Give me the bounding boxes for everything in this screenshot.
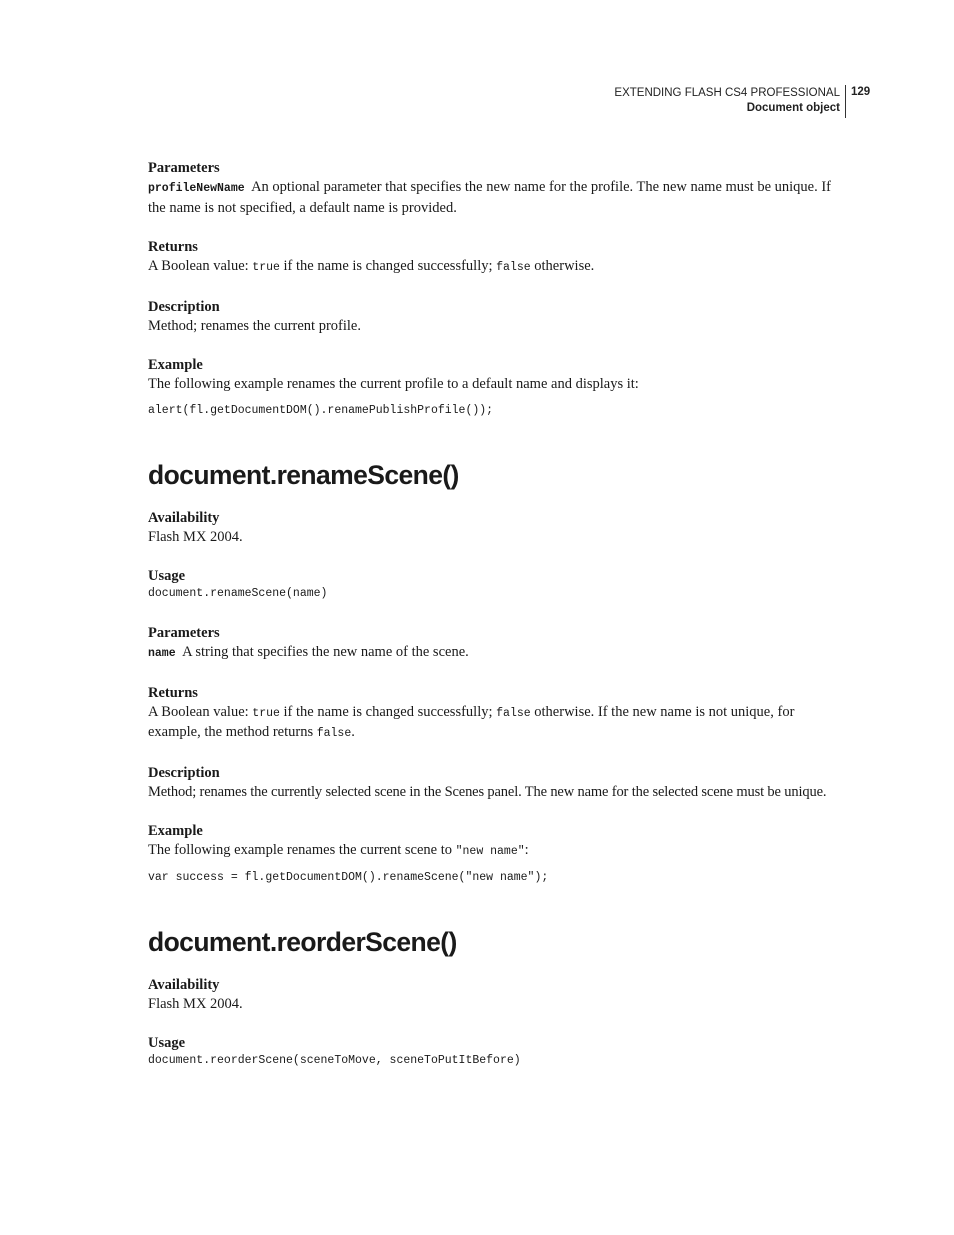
rename-availability	[148, 508, 848, 548]
code-true: true	[252, 706, 280, 720]
intro-description	[148, 297, 848, 337]
returns-text-c: otherwise.	[530, 258, 595, 274]
example-text-end: :	[524, 842, 529, 858]
returns-text-a: A Boolean value:	[148, 258, 253, 274]
parameters-heading: Parameters	[148, 160, 220, 176]
example-code: alert(fl.getDocumentDOM().renamePublishProfile());	[148, 403, 494, 417]
section-title-rename-scene: document.renameScene()	[148, 459, 459, 490]
availability-heading: Availability	[148, 509, 220, 526]
rename-description	[148, 763, 848, 803]
availability-text: Flash MX 2004.	[148, 528, 243, 545]
intro-parameters	[148, 158, 848, 218]
returns-text	[148, 257, 848, 278]
usage-code: document.reorderScene(sceneToMove, sceneToPutItBefore)	[148, 1054, 521, 1067]
rename-parameters	[148, 623, 848, 664]
returns-text-d: .	[351, 724, 355, 740]
reorder-usage	[148, 1033, 848, 1069]
description-heading: Description	[148, 764, 220, 781]
example-text: The following example renames the current profile to a default name and displays it:	[148, 376, 639, 392]
returns-text-b: if the name is changed successfully;	[279, 703, 497, 720]
page-number: 129	[851, 86, 871, 98]
returns-text-b: if the name is changed successfully;	[279, 258, 497, 274]
reorder-availability	[148, 975, 848, 1015]
example-heading: Example	[148, 357, 203, 373]
parameter-description: An optional parameter that specifies the new name for the profile. The new name must be unique. If the name is not specified, a default name is provided.	[148, 179, 832, 216]
code-false: false	[496, 706, 531, 720]
returns-text	[148, 703, 848, 744]
example-text-a: The following example renames the current scene to	[148, 842, 456, 858]
running-header	[560, 86, 840, 116]
parameter-description: A string that specifies the new name of the scene.	[182, 644, 469, 660]
parameter-name: profileNewName	[148, 182, 245, 195]
header-section: Document object	[746, 102, 840, 114]
section-title-reorder-scene: document.reorderScene()	[148, 926, 457, 957]
description-text: Method; renames the currently selected scene in the Scenes panel. The new name for the selected scene must be unique.	[148, 783, 827, 800]
intro-example	[148, 355, 848, 419]
parameter-name: name	[148, 647, 176, 660]
parameter-entry	[148, 178, 848, 218]
returns-text-a: A Boolean value:	[148, 703, 253, 720]
code-false: false	[496, 261, 531, 274]
description-heading: Description	[148, 298, 220, 315]
usage-heading: Usage	[148, 1035, 186, 1051]
example-inline-code: "new name"	[455, 845, 525, 858]
rename-usage	[148, 566, 848, 602]
parameters-heading: Parameters	[148, 625, 220, 641]
book-title: EXTENDING FLASH CS4 PROFESSIONAL	[614, 87, 840, 99]
intro-returns	[148, 237, 848, 278]
returns-heading: Returns	[148, 684, 198, 701]
availability-heading: Availability	[148, 976, 220, 993]
availability-text: Flash MX 2004.	[148, 995, 243, 1012]
code-false-2: false	[316, 727, 352, 740]
returns-heading: Returns	[148, 239, 198, 255]
usage-heading: Usage	[148, 568, 186, 584]
header-divider	[845, 85, 846, 118]
page-content	[148, 158, 848, 1088]
example-heading: Example	[148, 823, 203, 839]
parameter-entry	[148, 643, 848, 664]
rename-example	[148, 821, 848, 886]
example-text	[148, 841, 848, 862]
returns-text-c: otherwise. If the new name is not unique, for example, the method returns	[148, 703, 795, 740]
usage-code: document.renameScene(name)	[148, 587, 328, 600]
code-true: true	[252, 261, 280, 274]
example-code: var success = fl.getDocumentDOM().renameScene("new name");	[148, 870, 549, 884]
rename-returns	[148, 683, 848, 744]
description-text: Method; renames the current profile.	[148, 317, 361, 334]
